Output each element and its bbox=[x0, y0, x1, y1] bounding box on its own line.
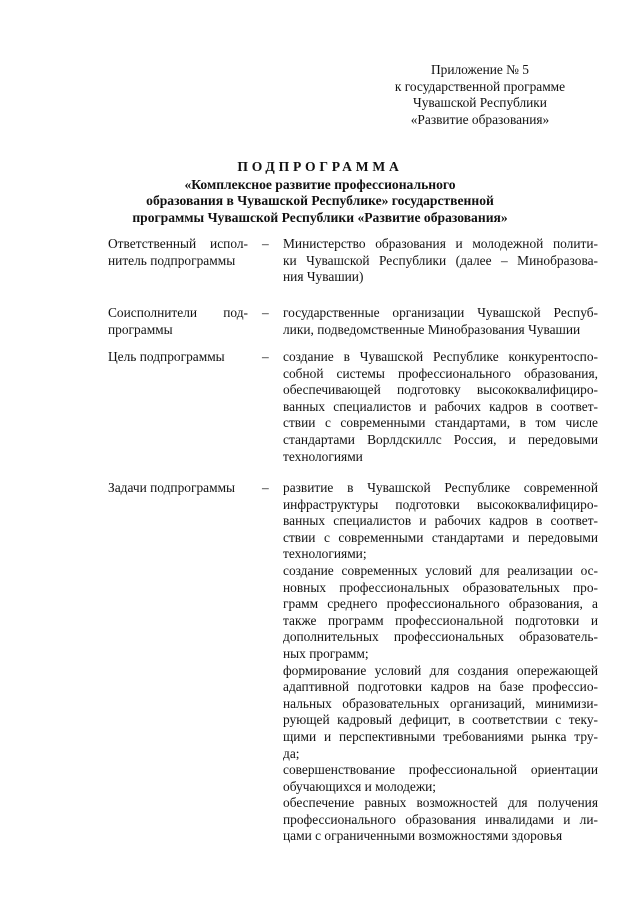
row-text-line: профессионального образования инвалидами и ли- bbox=[283, 811, 598, 827]
title-line: программы Чувашской Республики «Развитие образования» bbox=[132, 210, 508, 226]
appendix-line: Чувашской Республики bbox=[413, 95, 547, 111]
row-text bbox=[283, 480, 598, 845]
row-text-line: лики, подведомственные Минобразования Чувашии bbox=[283, 321, 581, 337]
subprogram-title bbox=[40, 159, 600, 227]
row-label-line: Ответственный испол- bbox=[108, 236, 248, 251]
row-text-line: государственные организации Чувашской Респуб- bbox=[283, 305, 598, 320]
row-text-line: технологиями; bbox=[283, 546, 367, 562]
row-text-line: создание в Чувашской Республике конкурентоспо- bbox=[283, 349, 598, 364]
row-label bbox=[108, 305, 248, 338]
row-label-line: Цель подпрограммы bbox=[108, 349, 225, 364]
row-text-line: развитие в Чувашской Республике современной bbox=[283, 480, 598, 495]
appendix-header bbox=[360, 62, 600, 128]
row-text-line: цами с ограниченными возможностями здоровья bbox=[283, 828, 563, 844]
row-text-line: обеспечение равных возможностей для получения bbox=[283, 795, 598, 811]
row-text-line: адаптивной подготовки кадров на базе профессио- bbox=[283, 679, 598, 695]
row-text-line: ванных специалистов и рабочих кадров в соответ- bbox=[283, 398, 598, 414]
row-text-line: обеспечивающей подготовку высококвалифициро- bbox=[283, 382, 598, 398]
row-label-line: Соисполнители под- bbox=[108, 305, 248, 320]
row-text-line: нальных образовательных организаций, минимизи- bbox=[283, 695, 598, 711]
row-label bbox=[108, 480, 248, 497]
row-text-line: собной системы профессионального образования, bbox=[283, 365, 598, 381]
title-line: «Комплексное развитие профессионального bbox=[184, 176, 456, 192]
row-dash: – bbox=[262, 349, 269, 364]
row-dash: – bbox=[262, 305, 269, 320]
row-text-line: ния Чувашии) bbox=[283, 269, 364, 285]
row-text-line: формирование условий для создания опережающей bbox=[283, 662, 598, 678]
row-text-line: также программ профессиональной подготовки и bbox=[283, 612, 598, 628]
row-text-line: обучающихся и молодежи; bbox=[283, 778, 437, 794]
row-text-line: ствии с современными стандартами и передовыми bbox=[283, 529, 598, 545]
row-text-line: да; bbox=[283, 745, 300, 761]
row-text-line: ванных специалистов и рабочих кадров в соответ- bbox=[283, 513, 598, 529]
appendix-line: «Развитие образования» bbox=[410, 111, 550, 127]
title-heading: ПОДПРОГРАММА bbox=[237, 159, 403, 174]
row-label-line: Задачи подпрограммы bbox=[108, 480, 236, 495]
row-text-line: инфраструктуры подготовки высококвалифициро- bbox=[283, 496, 598, 512]
row-text-line: грамм среднего профессионального образования, а bbox=[283, 596, 598, 612]
row-label bbox=[108, 236, 248, 269]
row-text-line: дополнительных профессиональных образователь- bbox=[283, 629, 598, 645]
row-text-line: стандартами Ворлдскиллс Россия, и передовыми bbox=[283, 431, 598, 447]
row-text-line: Министерство образования и молодежной полити- bbox=[283, 236, 598, 251]
row-dash: – bbox=[262, 236, 269, 251]
appendix-line: к государственной программе bbox=[394, 78, 566, 94]
row-text-line: новных профессиональных образовательных про- bbox=[283, 579, 598, 595]
row-text bbox=[283, 305, 598, 338]
row-text-line: технологиями bbox=[283, 448, 363, 464]
row-label bbox=[108, 349, 248, 366]
appendix-line: Приложение № 5 bbox=[430, 62, 530, 77]
row-text bbox=[283, 349, 598, 465]
row-text-line: совершенствование профессиональной ориентации bbox=[283, 762, 598, 778]
row-text bbox=[283, 236, 598, 286]
row-text-line: ствии с современными стандартами, в том числе bbox=[283, 415, 598, 431]
row-label-line: нитель подпрограммы bbox=[108, 252, 236, 268]
row-text-line: щими и перспективными требованиями рынка тру- bbox=[283, 728, 598, 744]
row-text-line: рующей кадровый дефицит, в соответствии с теку- bbox=[283, 712, 598, 728]
row-dash: – bbox=[262, 480, 269, 495]
row-text-line: ных программ; bbox=[283, 645, 369, 661]
row-label-line: программы bbox=[108, 321, 173, 337]
row-text-line: ки Чувашской Республики (далее – Минобразова- bbox=[283, 252, 598, 268]
title-line: образования в Чувашской Республике» государственной bbox=[146, 193, 494, 209]
row-text-line: создание современных условий для реализации ос- bbox=[283, 562, 598, 578]
